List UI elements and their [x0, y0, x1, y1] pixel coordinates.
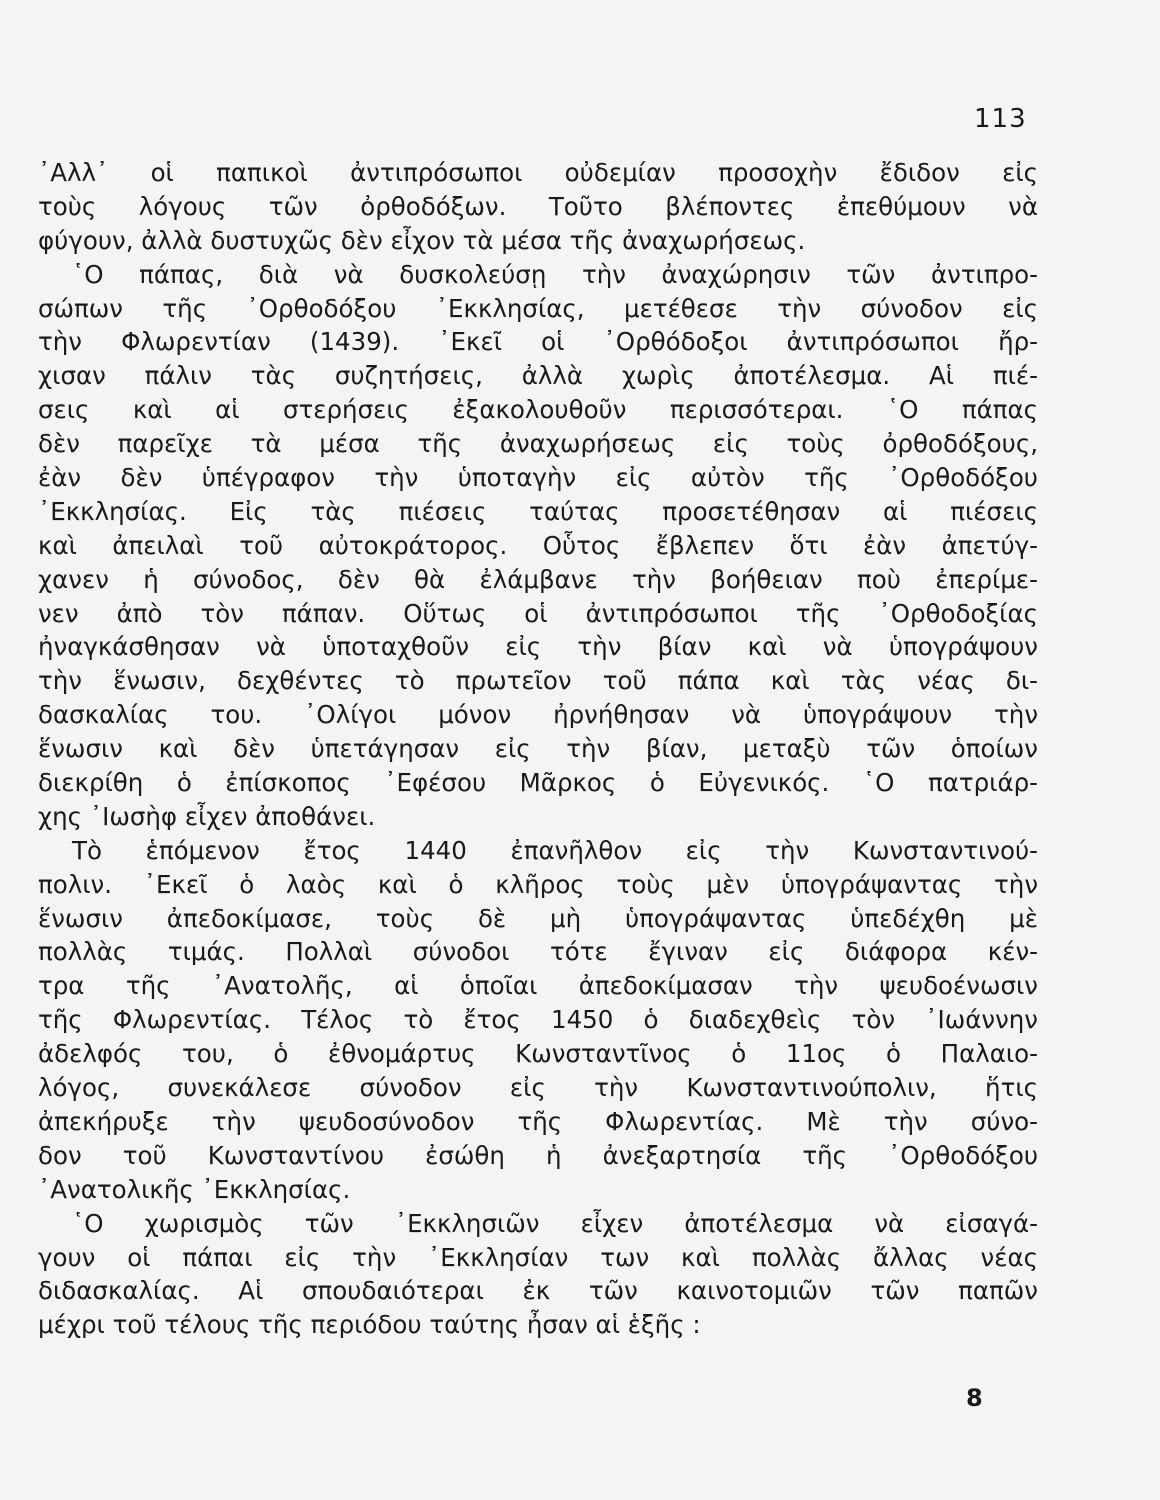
text-line: τῆς Φλωρεντίας. Τέλος τὸ ἔτος 1450 ὁ διαδεχθεὶς τὸν ᾿Ιωάννην: [38, 1005, 1038, 1035]
signature-mark: 8: [966, 1384, 983, 1412]
text-line: χανεν ἡ σύνοδος, δὲν θὰ ἐλάμβανε τὴν βοήθειαν ποὺ ἐπερίμε-: [38, 564, 1038, 594]
text-line: ῾Ο πάπας, διὰ νὰ δυσκολεύσῃ τὴν ἀναχώρησιν τῶν ἀντιπρο-: [72, 259, 1038, 289]
text-line: μέχρι τοῦ τέλους τῆς περιόδου ταύτης ἦσαν αἱ ἑξῆς :: [38, 1310, 701, 1340]
text-line: δὲν παρεῖχε τὰ μέσα τῆς ἀναχωρήσεως εἰς τοὺς ὀρθοδόξους,: [38, 429, 1038, 459]
text-line: τοὺς λόγους τῶν ὀρθοδόξων. Τοῦτο βλέποντες ἐπεθύμουν νὰ: [38, 191, 1038, 221]
text-line: δον τοῦ Κωνσταντίνου ἐσώθη ἡ ἀνεξαρτησία τῆς ᾿Ορθοδόξου: [38, 1140, 1038, 1170]
text-line: διεκρίθη ὁ ἐπίσκοπος ᾿Εφέσου Μᾶρκος ὁ Εὐγενικός. ῾Ο πατριάρ-: [38, 768, 1038, 798]
text-line: τὴν Φλωρεντίαν (1439). ᾿Εκεῖ οἱ ᾿Ορθόδοξοι ἀντιπρόσωποι ἤρ-: [38, 327, 1038, 357]
text-line: χισαν πάλιν τὰς συζητήσεις, ἀλλὰ χωρὶς ἀποτέλεσμα. Αἱ πιέ-: [38, 361, 1038, 391]
body-text: [38, 156, 1038, 1342]
text-line: ἀπεκήρυξε τὴν ψευδοσύνοδον τῆς Φλωρεντίας. Μὲ τὴν σύνο-: [38, 1106, 1038, 1136]
text-line: ᾿Εκκλησίας. Εἰς τὰς πιέσεις ταύτας προσετέθησαν αἱ πιέσεις: [38, 496, 1038, 526]
text-line: ᾿Αλλ᾿ οἱ παπικοὶ ἀντιπρόσωποι οὐδεμίαν προσοχὴν ἔδιδον εἰς: [38, 158, 1038, 187]
text-line: πολιν. ᾿Εκεῖ ὁ λαὸς καὶ ὁ κλῆρος τοὺς μὲν ὑπογράψαντας τὴν: [38, 869, 1038, 899]
text-line: τὴν ἕνωσιν, δεχθέντες τὸ πρωτεῖον τοῦ πάπα καὶ τὰς νέας δι-: [38, 666, 1038, 696]
text-line: χης ᾿Ιωσὴφ εἶχεν ἀποθάνει.: [38, 801, 376, 831]
text-line: γουν οἱ πάπαι εἰς τὴν ᾿Εκκλησίαν των καὶ πολλὰς ἄλλας νέας: [38, 1242, 1038, 1272]
text-line: ἕνωσιν καὶ δὲν ὑπετάγησαν εἰς τὴν βίαν, μεταξὺ τῶν ὁποίων: [38, 734, 1038, 764]
text-line: ᾿Ανατολικῆς ᾿Εκκλησίας.: [38, 1174, 351, 1204]
text-line: Τὸ ἑπόμενον ἔτος 1440 ἐπανῆλθον εἰς τὴν Κωνσταντινού-: [72, 835, 1038, 865]
text-line: πολλὰς τιμάς. Πολλαὶ σύνοδοι τότε ἔγιναν εἰς διάφορα κέν-: [38, 937, 1038, 967]
text-line: ἐὰν δὲν ὑπέγραφον τὴν ὑποταγὴν εἰς αὐτὸν τῆς ᾿Ορθοδόξου: [38, 463, 1038, 493]
text-line: σώπων τῆς ᾿Ορθοδόξου ᾿Εκκλησίας, μετέθεσε τὴν σύνοδον εἰς: [38, 293, 1038, 323]
text-line: σεις καὶ αἱ στερήσεις ἐξακολουθοῦν περισσότεραι. ῾Ο πάπας: [38, 395, 1038, 425]
text-line: νεν ἀπὸ τὸν πάπαν. Οὕτως οἱ ἀντιπρόσωποι τῆς ᾿Ορθοδοξίας: [38, 598, 1038, 628]
text-line: ῾Ο χωρισμὸς τῶν ᾿Εκκλησιῶν εἶχεν ἀποτέλεσμα νὰ εἰσαγά-: [72, 1208, 1038, 1238]
text-line: ἀδελφός του, ὁ ἐθνομάρτυς Κωνσταντῖνος ὁ 11ος ὁ Παλαιο-: [38, 1039, 1038, 1069]
text-line: δασκαλίας του. ᾿Ολίγοι μόνον ἠρνήθησαν νὰ ὑπογράψουν τὴν: [38, 700, 1038, 730]
text-line: διδασκαλίας. Αἱ σπουδαιότεραι ἐκ τῶν καινοτομιῶν τῶν παπῶν: [38, 1276, 1038, 1306]
text-line: καὶ ἀπειλαὶ τοῦ αὐτοκράτορος. Οὗτος ἔβλεπεν ὅτι ἐὰν ἀπετύγ-: [38, 530, 1038, 560]
text-line: ἠναγκάσθησαν νὰ ὑποταχθοῦν εἰς τὴν βίαν καὶ νὰ ὑπογράψουν: [38, 632, 1038, 662]
text-line: λόγος, συνεκάλεσε σύνοδον εἰς τὴν Κωνσταντινούπολιν, ἥτις: [38, 1073, 1038, 1103]
text-line: φύγουν, ἀλλὰ δυστυχῶς δὲν εἶχον τὰ μέσα τῆς ἀναχωρήσεως.: [38, 225, 806, 255]
text-line: τρα τῆς ᾿Ανατολῆς, αἱ ὁποῖαι ἀπεδοκίμασαν τὴν ψευδοένωσιν: [38, 971, 1038, 1001]
page-number: 113: [974, 104, 1027, 134]
text-line: ἕνωσιν ἀπεδοκίμασε, τοὺς δὲ μὴ ὑπογράψαντας ὑπεδέχθη μὲ: [38, 903, 1038, 933]
